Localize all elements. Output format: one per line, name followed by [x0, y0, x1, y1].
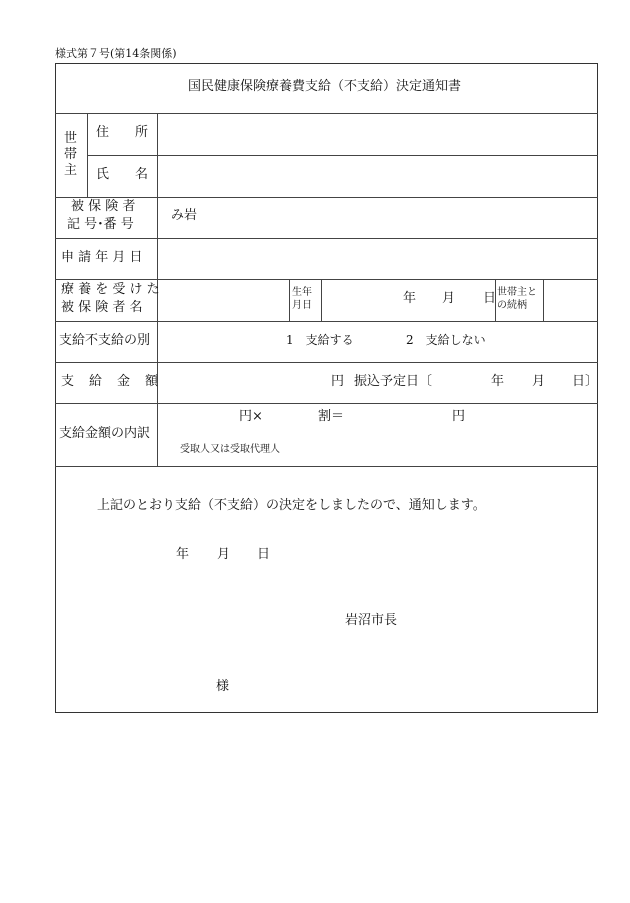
rule-household-column [87, 113, 88, 197]
birth-date-label-line1: 生年 [292, 287, 312, 298]
rule-birth-right [321, 279, 322, 321]
address-label: 住 所 [96, 125, 149, 140]
notice-date-month: 月 [217, 547, 231, 562]
household-head-char: 世 [64, 131, 78, 146]
rule-below-title [55, 113, 598, 114]
transfer-date-month: 月 [532, 374, 546, 389]
breakdown-yen-total: 円 [452, 409, 466, 424]
birth-date-month: 月 [442, 291, 456, 306]
breakdown-label: 支給金額の内訳 [59, 426, 151, 441]
treated-person-label-line1: 療 養 を 受 け た [61, 282, 160, 297]
rule-below-treated-person [55, 321, 598, 322]
relation-label-line1: 世帯主と [497, 287, 537, 298]
payment-type-label: 支給不支給の別 [59, 333, 151, 348]
birth-date-day: 日 [483, 291, 497, 306]
relation-label-line2: の続柄 [497, 300, 527, 311]
rule-birth-left [289, 279, 290, 321]
recipient-honorific: 様 [216, 679, 230, 694]
birth-date-year: 年 [403, 291, 417, 306]
birth-date-label-line2: 月日 [292, 300, 312, 311]
notice-date-day: 日 [257, 547, 271, 562]
rule-below-payment-amount [55, 403, 598, 404]
insured-number-label-line2: 記 号･番 号 [67, 217, 134, 232]
treated-person-label-line2: 被 保 険 者 名 [61, 300, 143, 315]
rule-below-breakdown [55, 466, 598, 467]
household-head-char: 帯 [64, 147, 78, 162]
application-date-label: 申 請 年 月 日 [61, 250, 143, 265]
rule-below-insured-number [55, 238, 598, 239]
rule-relation-right [543, 279, 544, 321]
rule-below-payment-type [55, 362, 598, 363]
notice-message: 上記のとおり支給（不支給）の決定をしましたので、通知します。 [97, 498, 486, 513]
rule-address-name [87, 155, 598, 156]
household-head-char: 主 [64, 163, 78, 178]
rule-below-household [55, 197, 598, 198]
transfer-date-label: 振込予定日〔 [354, 374, 433, 389]
recipient-label: 受取人又は受取代理人 [180, 444, 280, 455]
issuer-name: 岩沼市長 [345, 613, 398, 628]
name-label: 氏 名 [96, 167, 149, 182]
household-head-label [64, 131, 77, 179]
notice-date-year: 年 [176, 547, 190, 562]
form-number-label: 様式第７号(第14条関係) [55, 47, 177, 60]
breakdown-rate-equals: 割＝ [318, 409, 345, 424]
transfer-date-year: 年 [491, 374, 505, 389]
breakdown-yen-times: 円× [239, 409, 263, 424]
payment-option-pay: 1 支給する [286, 333, 354, 347]
payment-amount-yen: 円 [331, 374, 345, 389]
rule-below-application-date [55, 279, 598, 280]
insured-number-label-line1: 被 保 険 者 [71, 199, 136, 214]
payment-option-no-pay: 2 支給しない [406, 333, 486, 347]
insured-number-value: み岩 [171, 208, 198, 223]
document-title: 国民健康保険療養費支給（不支給）決定通知書 [188, 79, 462, 94]
payment-amount-label: 支 給 金 額 [61, 374, 160, 389]
transfer-date-day: 日〕 [572, 374, 599, 389]
